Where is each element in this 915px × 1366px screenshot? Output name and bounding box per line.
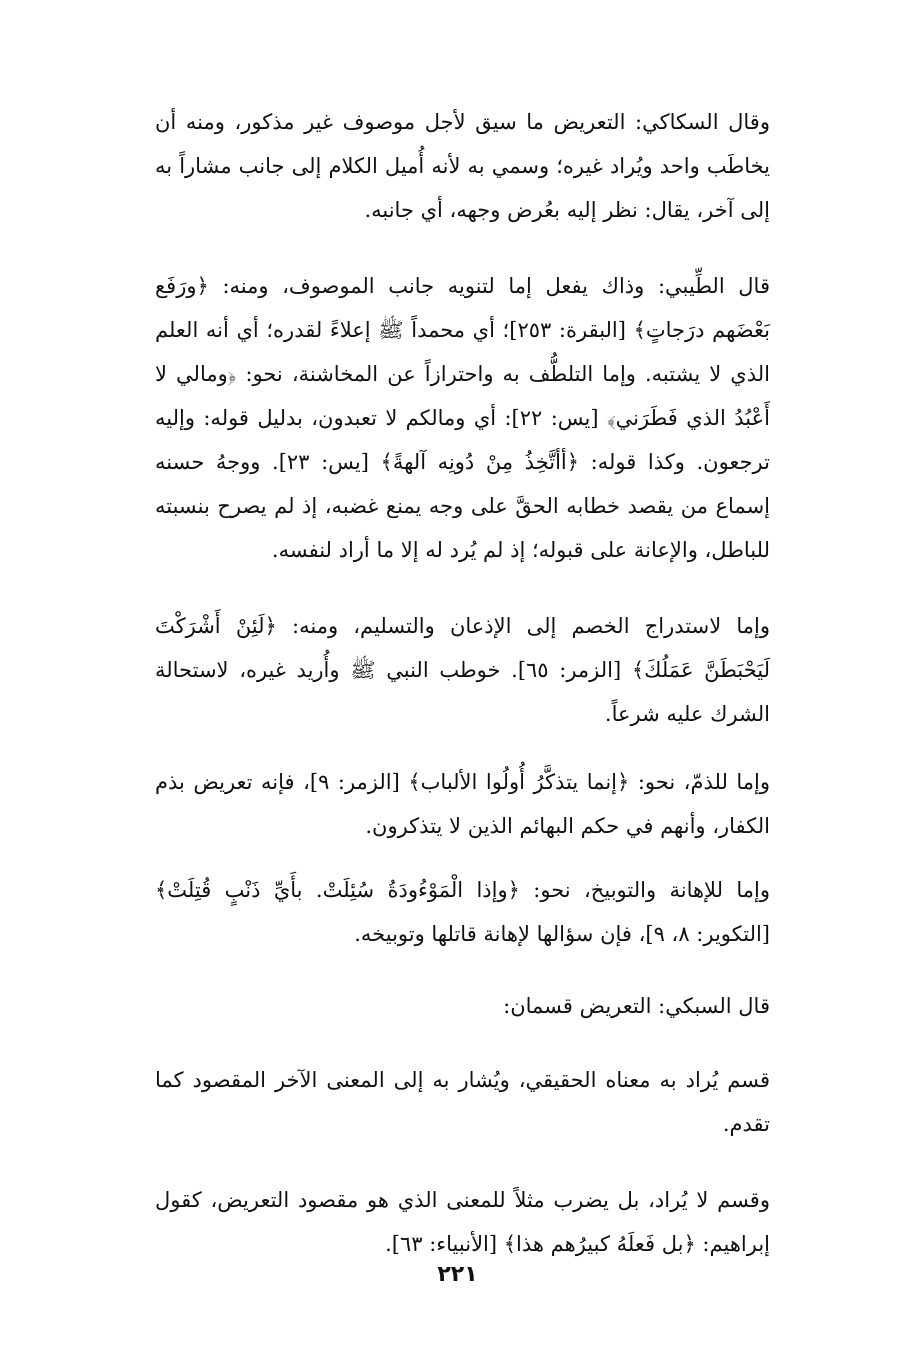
paragraph-drawing-opponent: وإما لاستدراج الخصم إلى الإذعان والتسليم، ومنه: ﴿لَئِنْ أَشْرَكْتَ لَيَحْبَطَنَّ عَمَلُكَ﴾ [الزمر: ٦٥]. خوطب النبي ﷺ وأُريد غيره، لاستحالة الشرك عليه شرعاً. xyxy=(155,614,770,726)
paragraph-first-type: قسم يُراد به معناه الحقيقي، ويُشار به إلى المعنى الآخر المقصود كما تقدم. xyxy=(155,1068,770,1136)
paragraph-tibi-purposes: قال الطِّيبي: وذاك يفعل إما لتنويه جانب الموصوف، ومنه: ﴿ورَفَع بَعْضَهم درَجاتٍ﴾ [البقرة: ٢٥٣]؛ أي محمداً ﷺ إعلاءً لقدره؛ أي أنه العلم الذي لا يشتبه. وإما التلطُّف به واحترازاً عن المخاشنة، نحو: ﴿ومالي لا أَعْبُدُ الذي فَطَرَني﴾ [يس: ٢٢]: أي ومالكم لا تعبدون، بدليل قوله: وإليه ترجعون. وكذا قوله: ﴿أأتَّخِذُ مِنْ دُونِه آلهةً﴾ [يس: ٢٣]. ووجهُ حسنه إسماع من يقصد خطابه الحقَّ على وجه يمنع غضبه، إذ لم يصرح بنسبته للباطل، والإعانة على قبوله؛ إذ لم يُرد له إلا ما أراد لنفسه. xyxy=(155,274,770,562)
paragraph-humiliation: وإما للإهانة والتوبيخ، نحو: ﴿وإذا الْمَوْءُودَةُ سُئِلَتْ. بأَيِّ ذَنْبٍ قُتِلَتْ﴾ [التكوير: ٨، ٩]، فإن سؤالها لإهانة قاتلها وتوبيخه. xyxy=(155,878,770,946)
page-number: ٢٢١ xyxy=(437,1262,478,1287)
paragraph-sakkaki-definition: وقال السكاكي: التعريض ما سيق لأجل موصوف غير مذكور، ومنه أن يخاطَب واحد ويُراد غيره؛ وسمي به لأنه أُميل الكلام إلى جانب مشاراً به إلى آخر، يقال: نظر إليه بعُرض وجهه، أي جانبه. xyxy=(155,110,770,222)
paragraph-censure: وإما للذمّ، نحو: ﴿إنما يتذكَّرُ أُولُوا الألباب﴾ [الزمر: ٩]، فإنه تعريض بذم الكفار، وأنهم في حكم البهائم الذين لا يتذكرون. xyxy=(155,770,770,838)
paragraph-subki-heading: قال السبكي: التعريض قسمان: xyxy=(503,994,770,1018)
paragraph-second-type: وقسم لا يُراد، بل يضرب مثلاً للمعنى الذي هو مقصود التعريض، كقول إبراهيم: ﴿بل فَعلَهُ كبيرُهم هذا﴾ [الأنبياء: ٦٣]. xyxy=(155,1188,770,1256)
page-body xyxy=(155,100,770,1266)
